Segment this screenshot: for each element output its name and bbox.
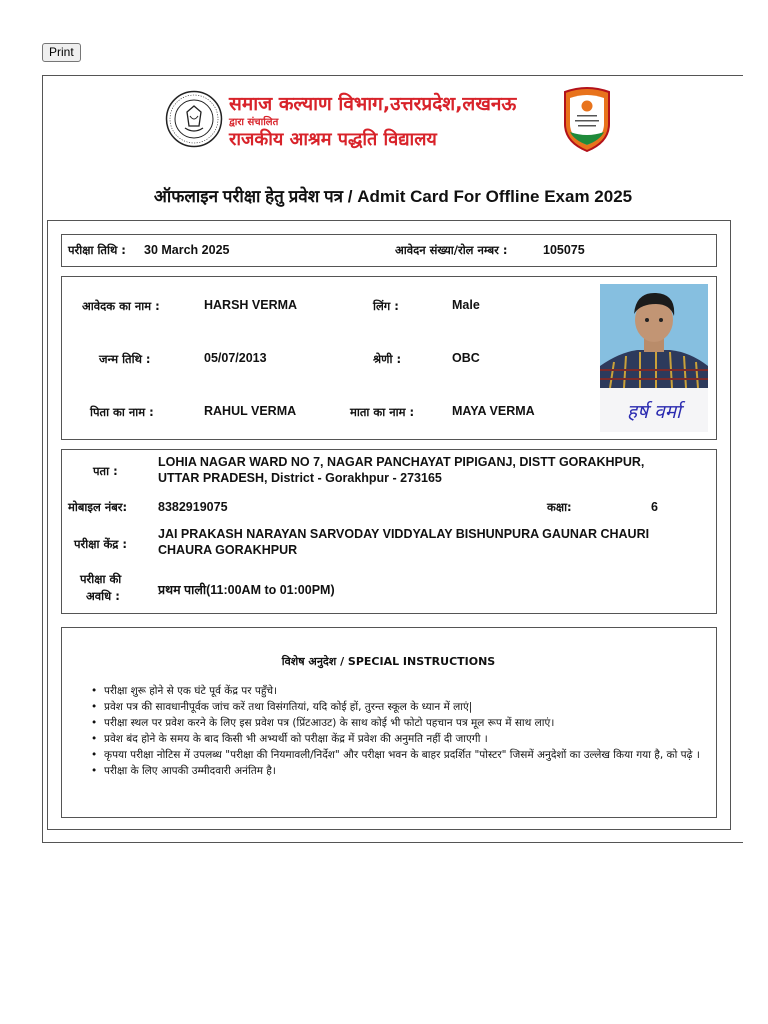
instruction-item: • प्रवेश पत्र की सावधानीपूर्वक जांच करें तथा विसंगतियां, यदि कोई हों, तुरन्त स्कूल के ध्यान में लाएं| xyxy=(102,699,702,715)
father-name-value: RAHUL VERMA xyxy=(204,404,297,418)
roll-number-value: 105075 xyxy=(543,243,585,257)
instructions-list xyxy=(102,683,702,779)
card-header xyxy=(43,76,743,216)
instruction-item: • परीक्षा शुरू होने से एक घंटे पूर्व केंद्र पर पहुँचे। xyxy=(102,683,702,699)
address-line-1: LOHIA NAGAR WARD NO 7, NAGAR PANCHAYAT PIPIGANJ, DISTT GORAKHPUR, xyxy=(158,455,645,469)
name-label: आवेदक का नाम : xyxy=(82,299,160,313)
mother-name-value: MAYA VERMA xyxy=(452,404,535,418)
exam-date-label: परीक्षा तिथि : xyxy=(68,243,126,257)
exam-details xyxy=(61,449,717,614)
department-name: समाज कल्याण विभाग,उत्तरप्रदेश,लखनऊ xyxy=(229,93,517,115)
operated-by-label: द्वारा संचालित xyxy=(229,117,279,128)
dob-value: 05/07/2013 xyxy=(204,351,267,365)
instruction-item: • परीक्षा स्थल पर प्रवेश करने के लिए इस प्रवेश पत्र (प्रिंटआउट) के साथ कोई भी फोटो पहचान पत्र मूल रूप में साथ लाएं। xyxy=(102,715,702,731)
category-value: OBC xyxy=(452,351,480,365)
instruction-item: • कृपया परीक्षा नोटिस में उपलब्ध "परीक्षा की नियमावली/निर्देश" और परीक्षा भवन के बाहर प्रदर्शित "पोस्टर" जिसमें अनुदेशों का उल्लेख किया गया है, को पढ़े । xyxy=(102,747,702,763)
instruction-item: • परीक्षा के लिए आपकी उम्मीदवारी अनंतिम है। xyxy=(102,763,702,779)
father-name-label: पिता का नाम : xyxy=(90,405,154,419)
card-body xyxy=(47,220,731,830)
exam-centre-line-2: CHAURA GORAKHPUR xyxy=(158,543,298,557)
candidate-signature: हर्ष वर्मा xyxy=(627,401,681,423)
address-line-2: UTTAR PRADESH, District - Gorakhpur - 273165 xyxy=(158,471,442,485)
admit-card-title: ऑफलाइन परीक्षा हेतु प्रवेश पत्र / Admit Card For Offline Exam 2025 xyxy=(153,187,633,206)
address-label: पता : xyxy=(93,464,118,478)
duration-value: प्रथम पाली(11:00AM to 01:00PM) xyxy=(158,583,335,597)
up-emblem-logo xyxy=(165,90,223,148)
class-value: 6 xyxy=(651,500,658,514)
candidate-details xyxy=(61,276,717,440)
gender-value: Male xyxy=(452,298,480,312)
candidate-photo xyxy=(600,284,708,432)
category-label: श्रेणी : xyxy=(373,352,402,366)
instructions-title: विशेष अनुदेश / SPECIAL INSTRUCTIONS xyxy=(281,655,496,668)
class-label: कक्षा: xyxy=(547,500,572,514)
school-name: राजकीय आश्रम पद्धति विद्यालय xyxy=(229,129,437,150)
exam-date-value: 30 March 2025 xyxy=(144,243,230,257)
exam-centre-label: परीक्षा केंद्र : xyxy=(74,537,127,551)
duration-label-1: परीक्षा की xyxy=(80,572,122,586)
special-instructions xyxy=(61,627,717,818)
exam-info-bar xyxy=(61,234,717,267)
name-value: HARSH VERMA xyxy=(204,298,298,312)
dob-label: जन्म तिथि : xyxy=(99,352,151,366)
exam-centre-line-1: JAI PRAKASH NARAYAN SARVODAY VIDDYALAY BISHUNPURA GAUNAR CHAURI xyxy=(158,527,650,541)
duration-label-2: अवधि : xyxy=(86,589,120,603)
print-button[interactable]: Print xyxy=(42,43,81,62)
instruction-item: • प्रवेश बंद होने के समय के बाद किसी भी अभ्यर्थी को परीक्षा केंद्र में प्रवेश की अनुमति नहीं दी जाएगी । xyxy=(102,731,702,747)
roll-number-label: आवेदन संख्या/रोल नम्बर : xyxy=(395,243,508,257)
gender-label: लिंग : xyxy=(373,299,399,313)
mother-name-label: माता का नाम : xyxy=(350,405,415,419)
school-shield-logo xyxy=(562,86,612,152)
mobile-value: 8382919075 xyxy=(158,500,228,514)
mobile-label: मोबाइल नंबर: xyxy=(68,500,128,514)
admit-card xyxy=(42,75,743,843)
